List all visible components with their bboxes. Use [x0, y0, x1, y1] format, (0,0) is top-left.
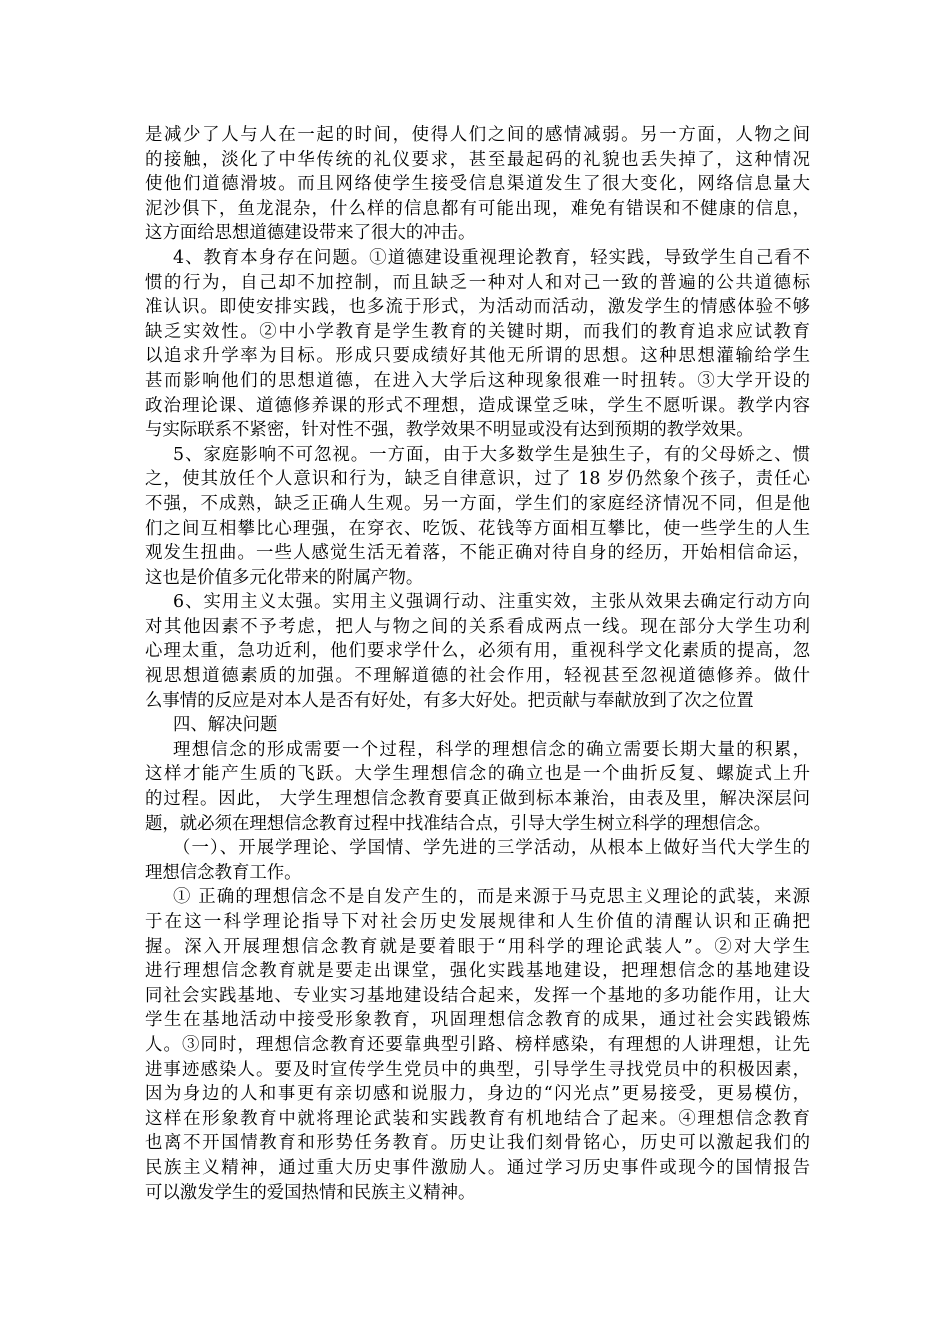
paragraph [145, 713, 810, 738]
text-line: 这也是价值多元化带来的附属产物。 [145, 567, 424, 588]
text-line: 于在这一科学理论指导下对社会历史发展规律和人生价值的清醒认识和正确把 [145, 912, 810, 932]
text-line: 这样在形象教育中就将理论武装和实践教育有机地结合了起来。④理想信念教育 [145, 1108, 810, 1129]
text-line: 准认识。即使安排实践，也多流于形式，为活动而活动，激发学生的情感体验不够 [145, 297, 810, 318]
text-line: 因为身边的人和事更有亲切感和说服力，身边的“闪光点”更易接受，更易模仿， [145, 1084, 810, 1105]
text-line: 以追求升学率为目标。形成只要成绩好其他无所谓的思想。这种思想灌输给学生 [145, 346, 810, 367]
text-line: 之，使其放任个人意识和行为，缺乏自律意识，过了 18 岁仍然象个孩子，责任心 [145, 469, 810, 490]
paragraph [145, 246, 810, 443]
text-line: 甚而影响他们的思想道德，在进入大学后这种现象很难一时扭转。③大学开设的 [145, 370, 810, 391]
text-line: 视思想道德素质的加强。不理解道德的社会作用，轻视甚至忽视道德修养。做什 [145, 666, 810, 687]
text-line: 对其他因素不予考虑，把人与物之间的关系看成两点一线。现在部分大学生功利 [145, 616, 810, 637]
text-line: 这方面给思想道德建设带来了很大的冲击。 [145, 223, 476, 244]
paragraph [145, 590, 810, 713]
paragraph [145, 885, 810, 1205]
text-line: 也离不开国情教育和形势任务教育。历史让我们刻骨铭心，历史可以激起我们的 [145, 1133, 810, 1154]
text-line: 使他们道德滑坡。而且网络使学生接受信息渠道发生了很大变化，网络信息量大 [145, 174, 810, 195]
text-line: 惯的行为，自己却不加控制，而且缺乏一种对人和对己一致的普遍的公共道德标 [145, 272, 810, 293]
text-line: 与实际联系不紧密，针对性不强，教学效果不明显或没有达到预期的教学效果。 [145, 420, 754, 441]
text-line: （一）、开展学理论、学国情、学先进的三学活动，从根本上做好当代大学生的 [173, 838, 810, 859]
text-line: 握。深入开展理想信念教育就是要着眼于“用科学的理论武装人”。②对大学生 [145, 936, 810, 957]
paragraph [145, 738, 810, 836]
text-line: 四、解决问题 [173, 715, 278, 736]
text-line: 泥沙俱下，鱼龙混杂，什么样的信息都有可能出现，难免有错误和不健康的信息， [145, 198, 810, 219]
text-line: 是减少了人与人在一起的时间，使得人们之间的感情减弱。另一方面，人物之间 [145, 125, 810, 145]
text-line: 进行理想信念教育就是要走出课堂，强化实践基地建设，把理想信念的基地建设 [145, 961, 810, 982]
text-line: 缺乏实效性。②中小学教育是学生教育的关键时期，而我们的教育追求应试教育 [145, 321, 810, 342]
text-line: 的接触，淡化了中华传统的礼仪要求，甚至最起码的礼貌也丢失掉了，这种情况 [145, 149, 810, 170]
text-line: 这样才能产生质的飞跃。大学生理想信念的确立也是一个曲折反复、螺旋式上升 [145, 764, 810, 785]
text-line: 么事情的反应是对本人是否有好处，有多大好处。把贡献与奉献放到了次之位置 [145, 690, 754, 711]
text-line: 民族主义精神，通过重大历史事件激励人。通过学习历史事件或现今的国情报告 [145, 1157, 810, 1178]
text-line: 们之间互相攀比心理强，在穿衣、吃饭、花钱等方面相互攀比，使一些学生的人生 [145, 518, 810, 539]
text-line: 理想信念教育工作。 [145, 862, 302, 883]
text-line: 5、家庭影响不可忽视。一方面，由于大多数学生是独生子，有的父母娇之、惯 [173, 444, 810, 465]
text-line: 心理太重，急功近利，他们要求学什么，必须有用，重视科学文化素质的提高，忽 [145, 641, 810, 662]
text-line: 政治理论课、道德修养课的形式不理想，造成课堂乏味，学生不愿听课。教学内容 [145, 395, 810, 416]
text-line: 可以激发学生的爱国热情和民族主义精神。 [145, 1182, 476, 1203]
text-line: ① 正确的理想信念不是自发产生的，而是来源于马克思主义理论的武装，来源 [173, 887, 810, 908]
paragraph [145, 123, 810, 246]
text-line: 理想信念的形成需要一个过程，科学的理想信念的确立需要长期大量的积累， [173, 739, 810, 760]
text-line: 学生在基地活动中接受形象教育，巩固理想信念教育的成果，通过社会实践锻炼 [145, 1010, 810, 1031]
text-line: 的过程。因此， 大学生理想信念教育要真正做到标本兼治，由表及里，解决深层问 [145, 789, 810, 810]
text-line: 题，就必须在理想信念教育过程中找准结合点，引导大学生树立科学的理想信念。 [145, 813, 772, 834]
text-line: 6、实用主义太强。实用主义强调行动、注重实效，主张从效果去确定行动方向 [173, 592, 810, 613]
text-line: 不强，不成熟，缺乏正确人生观。另一方面，学生们的家庭经济情况不同，但是他 [145, 493, 810, 514]
text-line: 4、教育本身存在问题。①道德建设重视理论教育，轻实践，导致学生自己看不 [173, 247, 810, 268]
document-page [145, 123, 810, 1205]
text-line: 观发生扭曲。一些人感觉生活无着落，不能正确对待自身的经历，开始相信命运， [145, 543, 810, 564]
text-line: 进事迹感染人。要及时宣传学生党员中的典型，引导学生寻找党员中的积极因素， [145, 1059, 810, 1080]
text-line: 人。③同时，理想信念教育还要靠典型引路、榜样感染，有理想的人讲理想，让先 [145, 1034, 810, 1055]
paragraph [145, 836, 810, 885]
paragraph [145, 443, 810, 591]
text-line: 同社会实践基地、专业实习基地建设结合起来，发挥一个基地的多功能作用，让大 [145, 985, 810, 1006]
